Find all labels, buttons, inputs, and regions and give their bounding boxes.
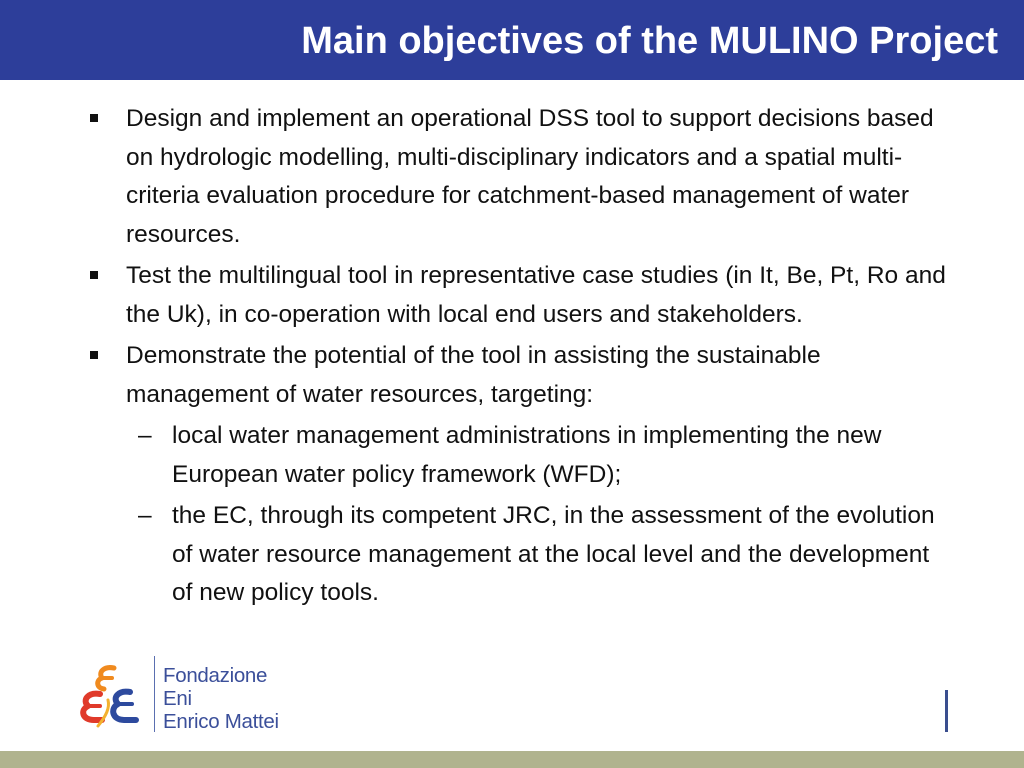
- square-bullet-icon: [90, 351, 98, 359]
- footer-bar: [0, 751, 1024, 768]
- bullet-item: [88, 100, 948, 254]
- title-bar: [0, 0, 1024, 80]
- sub-bullet-item: [88, 417, 948, 494]
- logo-line-fondazione: Fondazione: [163, 664, 268, 687]
- logo-line-enrico-mattei: Enrico Mattei: [163, 710, 279, 733]
- feem-logo-mark-icon: [74, 656, 152, 734]
- bullet-item: [88, 257, 948, 334]
- dash-marker: –: [138, 502, 152, 529]
- logo-divider: [154, 656, 155, 732]
- square-bullet-icon: [90, 271, 98, 279]
- slide-title: Main objectives of the MULINO Project: [301, 20, 998, 62]
- bullet-text: Demonstrate the potential of the tool in assisting the sustainable management of water resources, targeting:: [126, 342, 821, 408]
- sub-bullet-text: the EC, through its competent JRC, in the assessment of the evolution of water resource management at the local level and the development of new policy tools.: [172, 502, 935, 606]
- feem-logo: [74, 656, 314, 736]
- bullet-text: Design and implement an operational DSS tool to support decisions based on hydrologic modelling, multi-disciplinary indicators and a spatial multi-criteria evaluation procedure for catchment-based management of water resources.: [126, 105, 934, 248]
- sub-bullet-item: [88, 497, 948, 613]
- dash-marker: –: [138, 422, 152, 449]
- slide-content: [88, 100, 948, 616]
- sub-bullet-list: [88, 417, 948, 613]
- sub-bullet-text: local water management administrations in implementing the new European water policy framework (WFD);: [172, 422, 882, 488]
- bullet-item: [88, 337, 948, 414]
- bullet-text: Test the multilingual tool in representative case studies (in It, Be, Pt, Ro and the Uk), in co-operation with local end users and stakeholders.: [126, 262, 946, 328]
- logo-text: [163, 664, 279, 733]
- square-bullet-icon: [90, 114, 98, 122]
- right-divider: [945, 690, 948, 732]
- logo-line-eni: Eni: [163, 687, 192, 710]
